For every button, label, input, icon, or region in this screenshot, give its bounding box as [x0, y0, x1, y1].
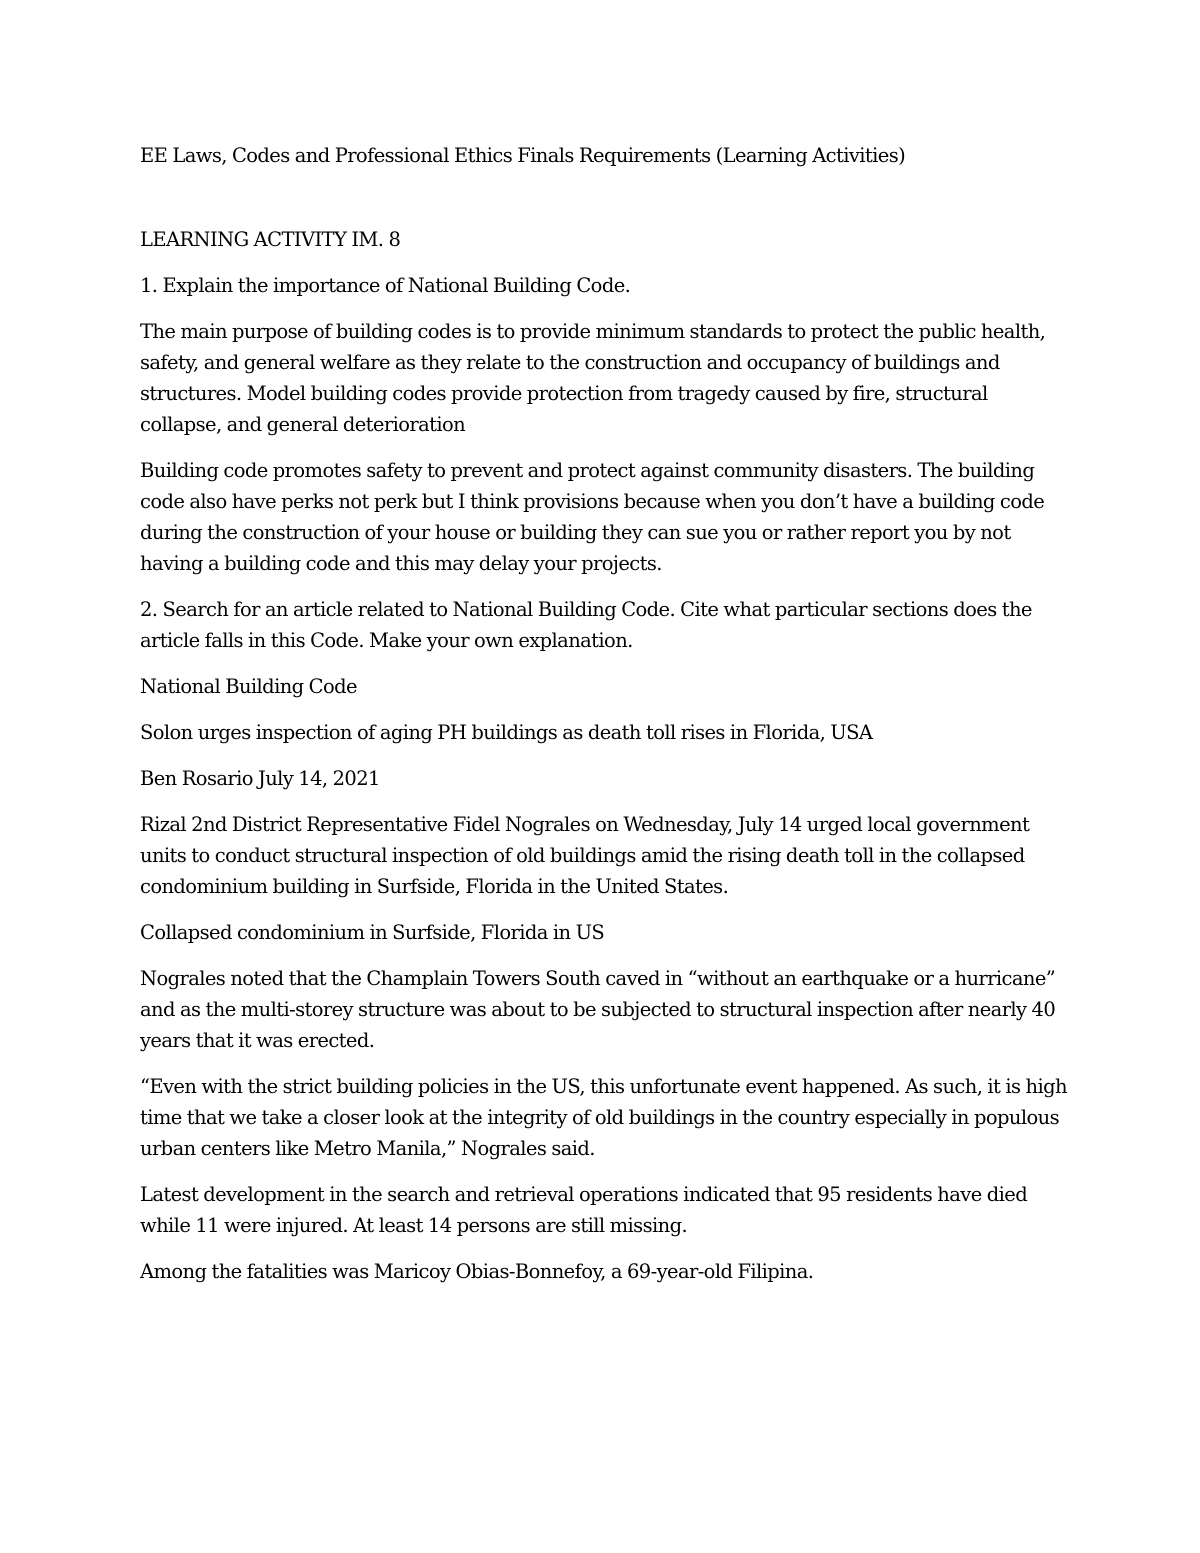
article-paragraph: Latest development in the search and retrieval operations indicated that 95 residents have died while 11 were injured. At least 14 persons are still missing.	[140, 1183, 1028, 1237]
article-photo-caption: Collapsed condominium in Surfside, Florida in US	[140, 921, 605, 944]
document-body	[140, 140, 1070, 1302]
activity-heading: LEARNING ACTIVITY IM. 8	[140, 228, 401, 251]
article-paragraph: Nograles noted that the Champlain Towers South caved in “without an earthquake or a hurricane” and as the multi-storey structure was about to be subjected to structural inspection after nearly 40 years that it was erected.	[140, 967, 1056, 1052]
article-paragraph: Among the fatalities was Maricoy Obias-Bonnefoy, a 69-year-old Filipina.	[140, 1260, 814, 1283]
answer-1-paragraph: The main purpose of building codes is to provide minimum standards to protect the public health, safety, and general welfare as they relate to the construction and occupancy of buildings and structures. Model building codes provide protection from tragedy caused by fire, structural collapse, and general deterioration	[140, 320, 1046, 436]
question-1: 1. Explain the importance of National Building Code.	[140, 274, 631, 297]
answer-1-paragraph: Building code promotes safety to prevent and protect against community disasters. The building code also have perks not perk but I think provisions because when you don’t have a building code during the construction of your house or building they can sue you or rather report you by not having a building code and this may delay your projects.	[140, 459, 1045, 575]
article-section-label: National Building Code	[140, 675, 357, 698]
document-title: EE Laws, Codes and Professional Ethics Finals Requirements (Learning Activities)	[140, 144, 906, 167]
article-paragraph: Rizal 2nd District Representative Fidel Nograles on Wednesday, July 14 urged local government units to conduct structural inspection of old buildings amid the rising death toll in the collapsed condominium building in Surfside, Florida in the United States.	[140, 813, 1030, 898]
article-quote-paragraph: “Even with the strict building policies in the US, this unfortunate event happened. As such, it is high time that we take a closer look at the integrity of old buildings in the country especially in populous urban centers like Metro Manila,” Nograles said.	[140, 1075, 1067, 1160]
question-2: 2. Search for an article related to National Building Code. Cite what particular sections does the article falls in this Code. Make your own explanation.	[140, 598, 1032, 652]
article-byline: Ben Rosario July 14, 2021	[140, 767, 380, 790]
article-headline: Solon urges inspection of aging PH buildings as death toll rises in Florida, USA	[140, 721, 873, 744]
